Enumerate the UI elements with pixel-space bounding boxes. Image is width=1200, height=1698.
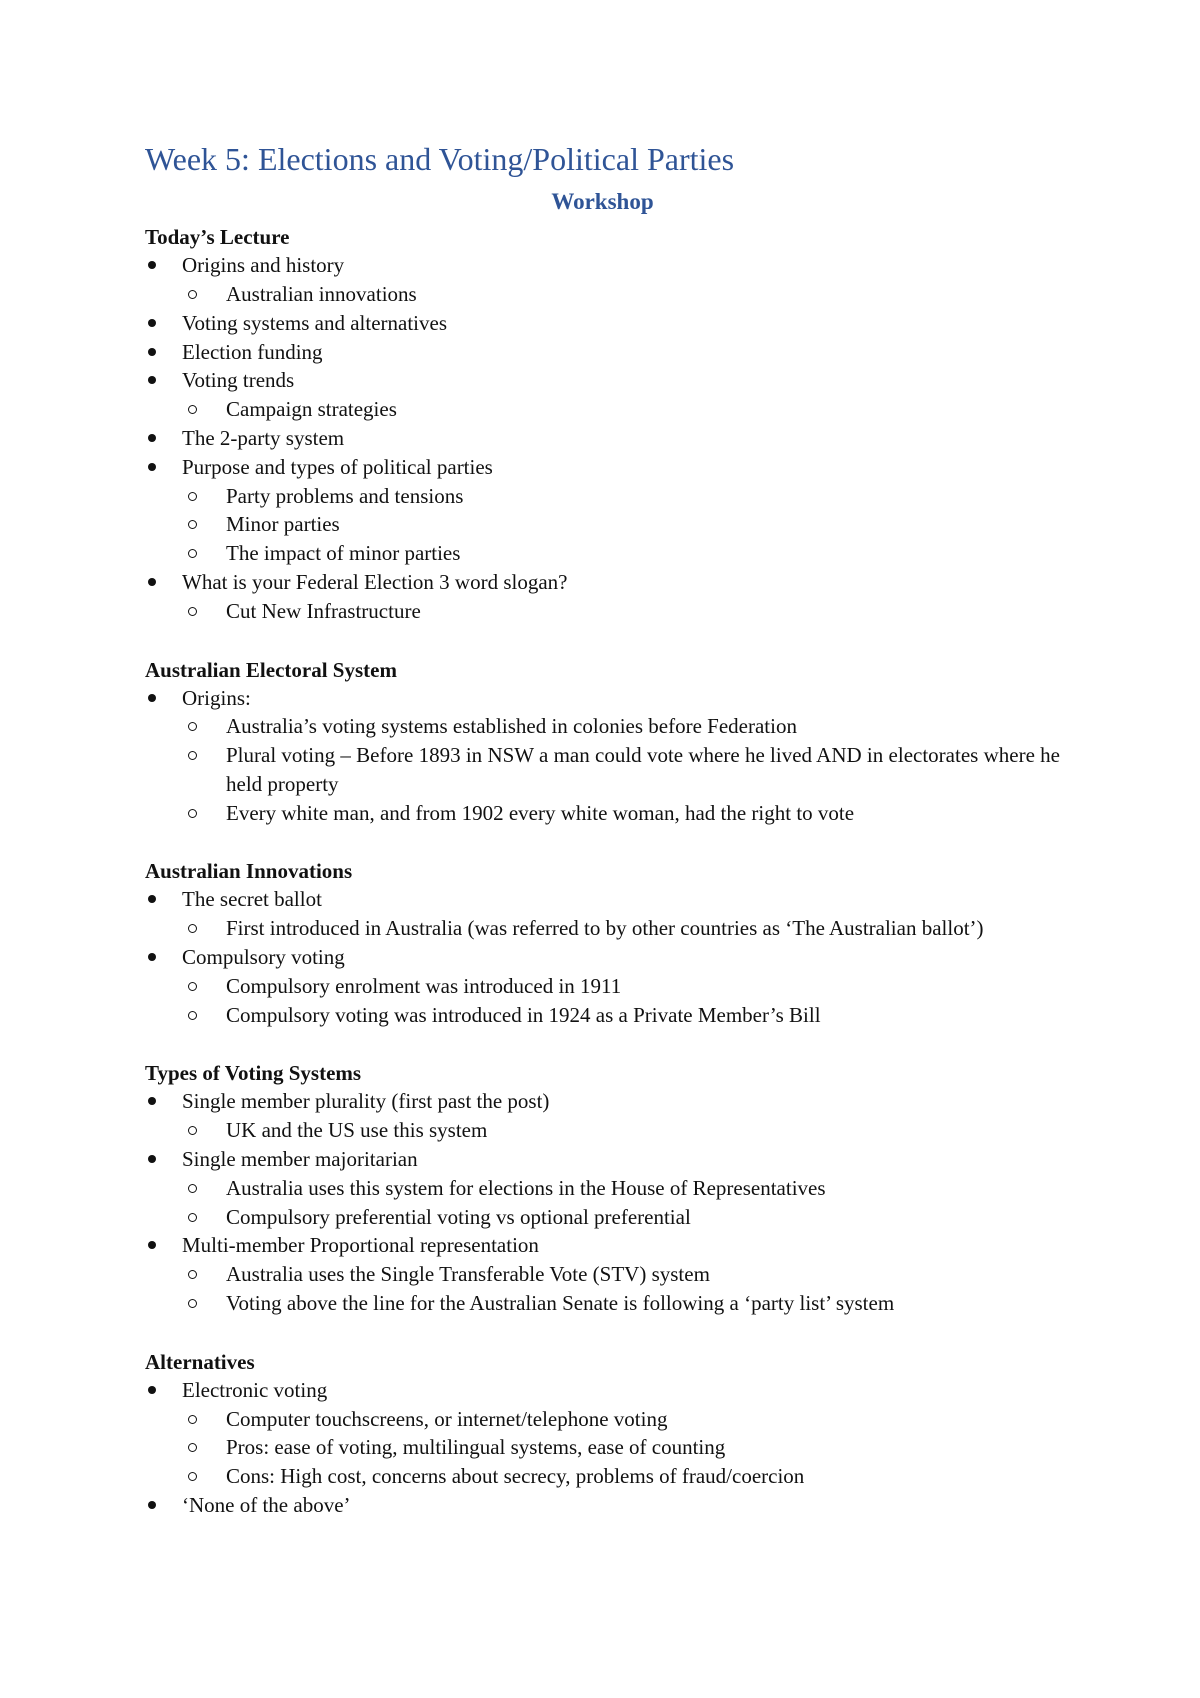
section-heading: Today’s Lecture <box>145 225 290 250</box>
list-item <box>145 366 1060 424</box>
sub-list-item: First introduced in Australia (was referred to by other countries as ‘The Australian ballot’) <box>182 914 1060 943</box>
sub-list-item: Plural voting – Before 1893 in NSW a man could vote where he lived AND in electorates where he held property <box>182 741 1060 799</box>
page-title: Week 5: Elections and Voting/Political Parties <box>145 141 735 177</box>
section-heading: Alternatives <box>145 1349 255 1374</box>
sub-bullet-list <box>182 972 1060 1030</box>
list-item <box>145 1376 1060 1491</box>
list-item-text: Multi-member Proportional representation <box>182 1233 539 1258</box>
sub-list-item: Party problems and tensions <box>182 482 1060 511</box>
sub-list-item: Compulsory enrolment was introduced in 1911 <box>182 972 1060 1001</box>
bullet-list <box>145 1376 1060 1520</box>
sub-list-item: Cut New Infrastructure <box>182 597 1060 626</box>
list-item <box>145 885 1060 943</box>
sub-bullet-list <box>182 597 1060 626</box>
bullet-list <box>145 251 1060 625</box>
list-item <box>145 943 1060 1029</box>
list-item-text: What is your Federal Election 3 word slogan? <box>182 569 568 594</box>
sub-list-item: Voting above the line for the Australian Senate is following a ‘party list’ system <box>182 1289 1060 1318</box>
sub-list-item: Minor parties <box>182 510 1060 539</box>
sub-list-item: UK and the US use this system <box>182 1116 1060 1145</box>
page-subtitle: Workshop <box>551 189 654 215</box>
sub-bullet-list <box>182 395 1060 424</box>
list-item <box>145 309 1060 338</box>
list-item-text: The 2-party system <box>182 425 345 450</box>
sub-list-item: Australia’s voting systems established in colonies before Federation <box>182 712 1060 741</box>
bullet-list <box>145 684 1060 828</box>
list-item-text: Election funding <box>182 339 323 364</box>
sub-list-item: Pros: ease of voting, multilingual systems, ease of counting <box>182 1433 1060 1462</box>
sections-container <box>145 223 1060 1520</box>
list-item <box>145 338 1060 367</box>
list-item <box>145 251 1060 309</box>
sub-bullet-list <box>182 1174 1060 1232</box>
list-item-text: The secret ballot <box>182 887 322 912</box>
list-item <box>145 1145 1060 1231</box>
sub-list-item: Cons: High cost, concerns about secrecy, problems of fraud/coercion <box>182 1462 1060 1491</box>
sub-bullet-list <box>182 280 1060 309</box>
list-item-text: Voting trends <box>182 368 295 393</box>
sub-list-item: Computer touchscreens, or internet/telephone voting <box>182 1405 1060 1434</box>
sub-list-item: Campaign strategies <box>182 395 1060 424</box>
sub-list-item: Australian innovations <box>182 280 1060 309</box>
list-item <box>145 1087 1060 1145</box>
list-item <box>145 568 1060 626</box>
list-item-text: Origins: <box>182 685 251 710</box>
section-heading: Australian Innovations <box>145 859 353 884</box>
section-heading: Types of Voting Systems <box>145 1061 362 1086</box>
section-heading: Australian Electoral System <box>145 657 397 682</box>
sub-list-item: Australia uses the Single Transferable Vote (STV) system <box>182 1260 1060 1289</box>
list-item-text: Single member plurality (first past the post) <box>182 1089 550 1114</box>
list-item-text: Compulsory voting <box>182 945 345 970</box>
section <box>145 1059 1060 1317</box>
section <box>145 656 1060 828</box>
sub-list-item: Compulsory voting was introduced in 1924 as a Private Member’s Bill <box>182 1001 1060 1030</box>
list-item <box>145 424 1060 453</box>
list-item <box>145 1231 1060 1317</box>
sub-list-item: Compulsory preferential voting vs optional preferential <box>182 1203 1060 1232</box>
sub-bullet-list <box>182 1260 1060 1318</box>
list-item <box>145 453 1060 568</box>
list-item <box>145 1491 1060 1520</box>
document-page <box>145 140 1060 1550</box>
sub-bullet-list <box>182 914 1060 943</box>
list-item <box>145 684 1060 828</box>
list-item-text: Origins and history <box>182 253 345 278</box>
section <box>145 857 1060 1029</box>
list-item-text: Single member majoritarian <box>182 1147 418 1172</box>
sub-bullet-list <box>182 1116 1060 1145</box>
section <box>145 223 1060 625</box>
list-item-text: Voting systems and alternatives <box>182 310 447 335</box>
sub-bullet-list <box>182 482 1060 568</box>
list-item-text: Electronic voting <box>182 1377 328 1402</box>
sub-bullet-list <box>182 712 1060 827</box>
sub-list-item: Every white man, and from 1902 every white woman, had the right to vote <box>182 799 1060 828</box>
bullet-list <box>145 1087 1060 1317</box>
sub-list-item: The impact of minor parties <box>182 539 1060 568</box>
section <box>145 1348 1060 1520</box>
list-item-text: ‘None of the above’ <box>182 1493 351 1518</box>
sub-list-item: Australia uses this system for elections in the House of Representatives <box>182 1174 1060 1203</box>
sub-bullet-list <box>182 1405 1060 1491</box>
bullet-list <box>145 885 1060 1029</box>
list-item-text: Purpose and types of political parties <box>182 454 493 479</box>
